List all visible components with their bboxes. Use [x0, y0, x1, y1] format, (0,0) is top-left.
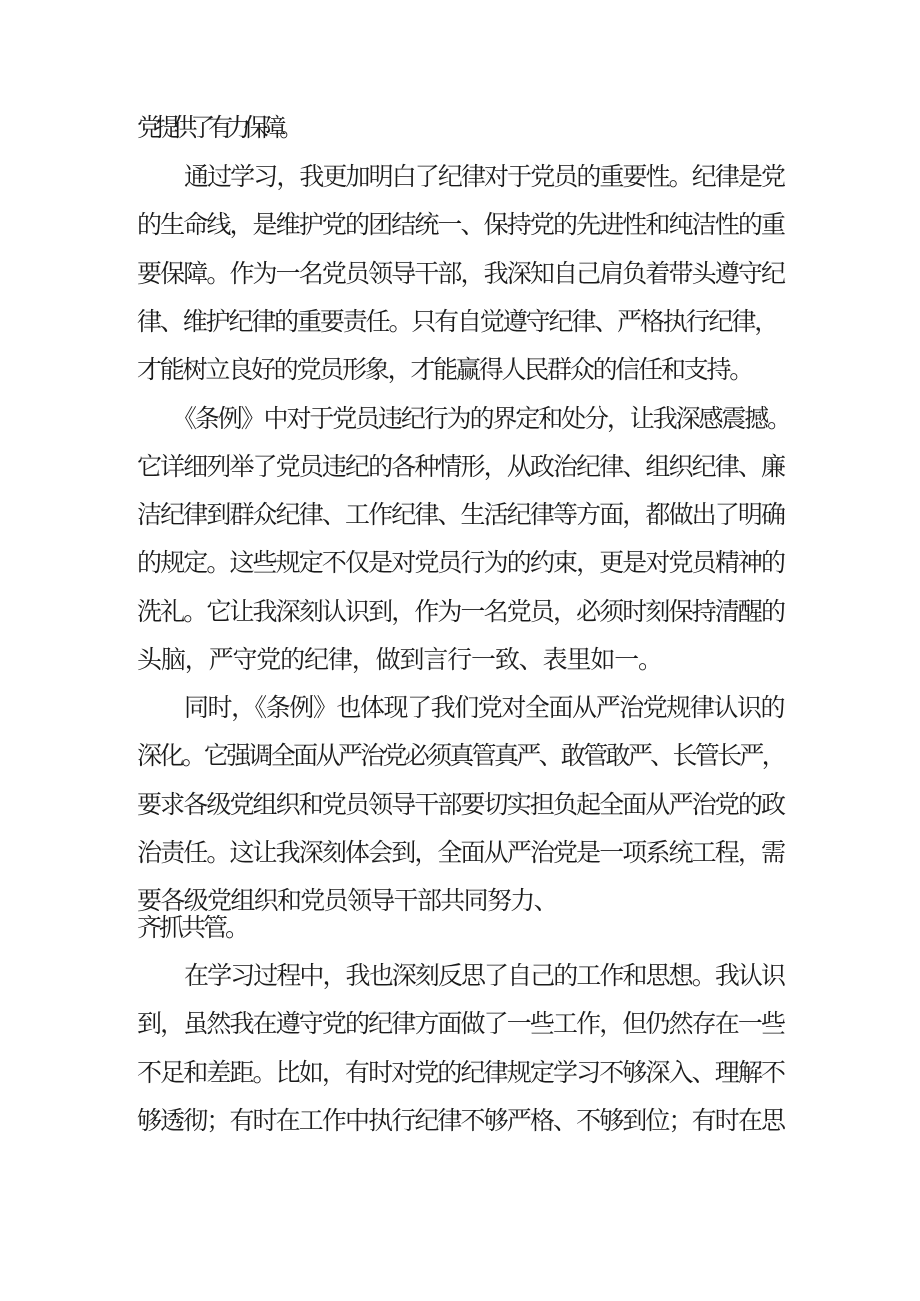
text-line-15: 要求各级党组织和党员领导干部要切实担负起全面从严治党的政 [137, 790, 785, 819]
text-line-18: 齐抓共管。 [137, 913, 248, 942]
text-line-17: 要各级党组织和党员领导干部共同努力、 [137, 886, 557, 915]
text-line-11: 洗礼。它让我深刻认识到，作为一名党员，必须时刻保持清醒的 [137, 597, 785, 626]
text-line-4: 要保障。作为一名党员领导干部，我深知自己肩负着带头遵守纪 [137, 259, 785, 288]
text-line-3: 的生命线，是维护党的团结统一、保持党的先进性和纯洁性的重 [137, 210, 785, 239]
text-line-13: 同时，《条例》也体现了我们党对全面从严治党规律认识的 [184, 693, 785, 722]
text-line-22: 够透彻；有时在工作中执行纪律不够严格、不够到位；有时在思 [137, 1106, 785, 1135]
text-line-8: 它详细列举了党员违纪的各种情形，从政治纪律、组织纪律、廉 [137, 452, 785, 481]
text-line-1: 党提供了有力保障。 [137, 113, 298, 142]
text-line-16: 治责任。这让我深刻体会到，全面从严治党是一项系统工程，需 [137, 838, 785, 867]
text-line-19: 在学习过程中，我也深刻反思了自己的工作和思想。我认识 [184, 961, 785, 990]
text-line-2: 通过学习，我更加明白了纪律对于党员的重要性。纪律是党 [184, 162, 785, 191]
text-line-20: 到，虽然我在遵守党的纪律方面做了一些工作，但仍然存在一些 [137, 1009, 785, 1038]
text-line-7: 《条例》中对于党员违纪行为的界定和处分，让我深感震撼。 [172, 404, 791, 433]
text-line-6: 才能树立良好的党员形象，才能赢得人民群众的信任和支持。 [137, 355, 753, 384]
text-line-9: 洁纪律到群众纪律、工作纪律、生活纪律等方面，都做出了明确 [137, 500, 785, 529]
text-line-5: 律、维护纪律的重要责任。只有自觉遵守纪律、严格执行纪律， [137, 307, 778, 336]
text-line-12: 头脑，严守党的纪律，做到言行一致、表里如一。 [137, 645, 662, 674]
text-line-10: 的规定。这些规定不仅是对党员行为的约束，更是对党员精神的 [137, 548, 785, 577]
text-line-21: 不足和差距。比如，有时对党的纪律规定学习不够深入、理解不 [137, 1058, 785, 1087]
text-line-14: 深化。它强调全面从严治党必须真管真严、敢管敢严、长管长严， [137, 741, 784, 770]
